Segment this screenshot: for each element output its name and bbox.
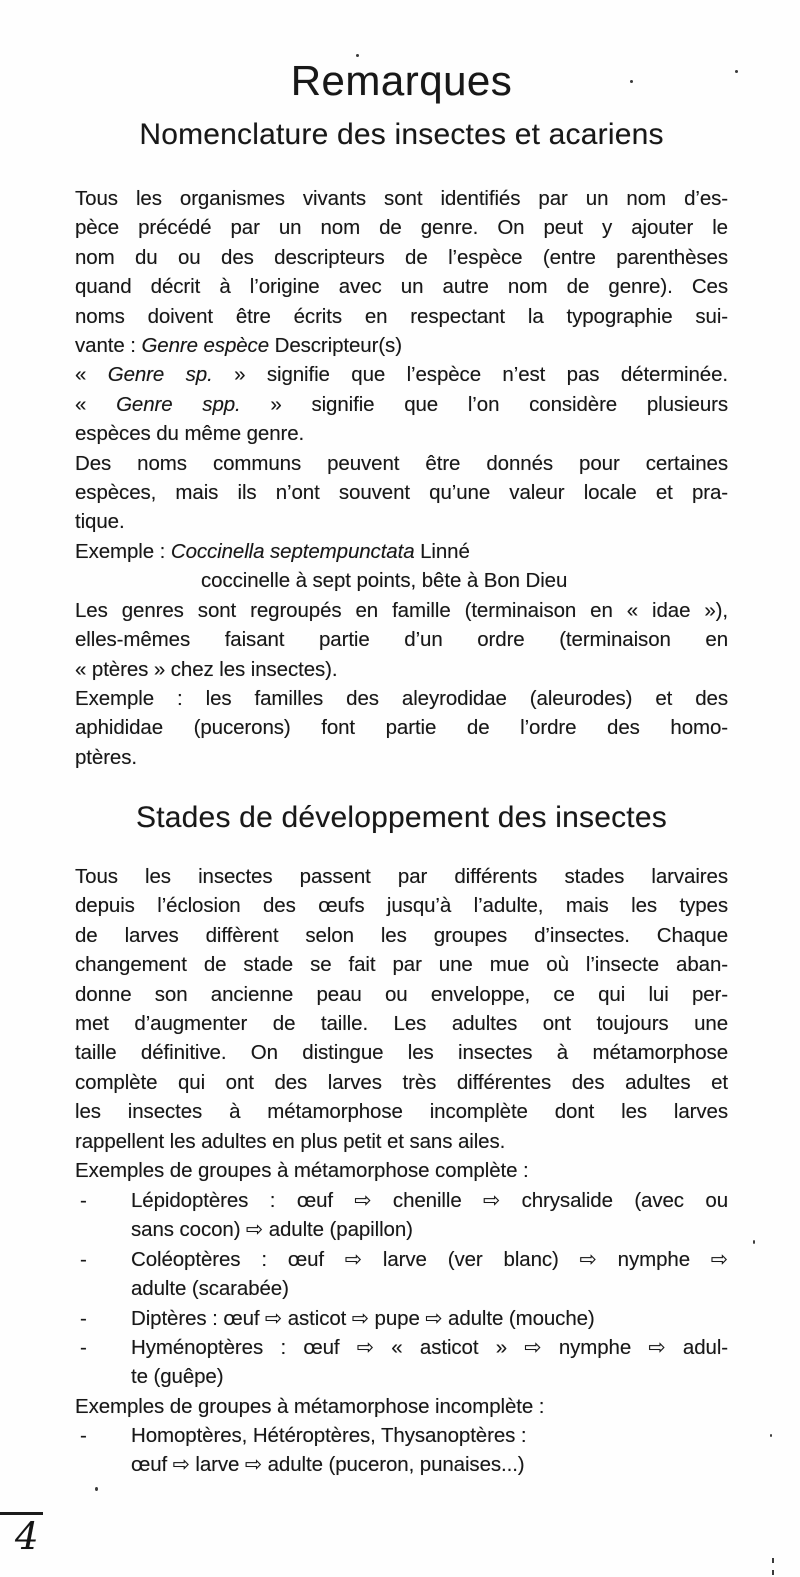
text-segment: Linné xyxy=(414,539,470,563)
list-item xyxy=(75,1421,728,1480)
text-line xyxy=(75,272,728,301)
text-line xyxy=(75,360,728,389)
list-item-text xyxy=(131,1186,728,1245)
text-line xyxy=(75,980,728,1009)
text-line xyxy=(75,655,728,684)
text-line xyxy=(75,1392,728,1421)
text-line xyxy=(75,1097,728,1126)
text-segment: Exemple : les familles des aleyrodidae (aleurodes) et des xyxy=(75,686,728,710)
text-segment: Exemples de groupes à métamorphose incomplète : xyxy=(75,1395,545,1418)
text-line xyxy=(131,1333,728,1362)
text-line xyxy=(131,1245,728,1274)
list-marker: - xyxy=(80,1336,87,1360)
list-item-text xyxy=(131,1421,728,1480)
text-segment: rappellent les adultes en plus petit et sans ailes. xyxy=(75,1129,506,1153)
scan-speck xyxy=(356,54,359,57)
text-line xyxy=(75,684,728,713)
text-line xyxy=(75,537,728,566)
text-segment: donne son ancienne peau ou enveloppe, ce qui lui per- xyxy=(75,982,728,1006)
text-segment: complète qui ont des larves très différentes des adultes et xyxy=(75,1070,728,1094)
text-line xyxy=(131,1215,728,1244)
text-line xyxy=(75,331,728,360)
text-segment: met d’augmenter de taille. Les adultes ont toujours une xyxy=(75,1012,728,1036)
paragraph-incomplete-header xyxy=(75,1392,728,1421)
text-segment: Exemple : xyxy=(75,539,171,563)
text-segment: quand décrit à l’origine avec un autre nom de genre). Ces xyxy=(75,275,728,299)
text-segment: espèces du même genre. xyxy=(75,422,305,446)
text-line xyxy=(75,1009,728,1038)
text-line xyxy=(131,1362,728,1391)
text-line xyxy=(75,213,728,242)
section-title-nomenclature: Nomenclature des insectes et acariens xyxy=(139,118,664,151)
italic-text: Genre spp. xyxy=(116,392,241,416)
list-item-text xyxy=(131,1333,728,1392)
list-marker: - xyxy=(80,1189,87,1212)
text-segment: vante : xyxy=(75,334,142,358)
scan-speck xyxy=(770,1434,772,1437)
text-segment: les insectes à métamorphose incomplète dont les larves xyxy=(75,1100,728,1124)
text-segment: sans cocon) ⇨ adulte (papillon) xyxy=(131,1218,413,1242)
scan-speck xyxy=(753,1240,755,1244)
text-line xyxy=(75,566,728,595)
text-line xyxy=(131,1274,728,1303)
text-segment: Exemples de groupes à métamorphose complète : xyxy=(75,1159,529,1183)
list-marker: - xyxy=(80,1306,87,1330)
text-segment: » signifie que l’on considère plusieurs xyxy=(240,392,728,416)
text-segment: » signifie que l’espèce n’est pas déterminée. xyxy=(212,363,728,387)
text-segment: noms doivent être écrits en respectant la typographie sui- xyxy=(75,304,728,328)
scan-speck xyxy=(630,80,633,83)
text-segment: « xyxy=(75,363,108,387)
text-line xyxy=(75,1068,728,1097)
text-segment: Coléoptères : œuf ⇨ larve (ver blanc) ⇨ nymphe ⇨ xyxy=(131,1247,728,1271)
text-segment: œuf ⇨ larve ⇨ adulte (puceron, punaises...) xyxy=(131,1453,525,1477)
text-segment: changement de stade se fait par une mue où l’insecte aban- xyxy=(75,953,728,977)
text-segment: coccinelle à sept points, bête à Bon Dieu xyxy=(201,569,568,593)
italic-text: Genre sp. xyxy=(107,363,213,387)
text-segment: Les genres sont regroupés en famille (terminaison en « idae »), xyxy=(75,598,728,622)
list-item xyxy=(75,1333,728,1392)
list-item-text xyxy=(131,1245,728,1304)
text-line xyxy=(131,1450,728,1479)
list-marker: - xyxy=(80,1424,87,1447)
text-segment: adulte (scarabée) xyxy=(131,1277,289,1301)
text-segment: espèces, mais ils n’ont souvent qu’une valeur locale et pra- xyxy=(75,481,728,505)
text-segment: depuis l’éclosion des œufs jusqu’à l’adulte, mais les types xyxy=(75,894,728,918)
text-segment: aphididae (pucerons) font partie de l’ordre des homo- xyxy=(75,716,728,740)
paragraph-stades xyxy=(75,862,728,1185)
text-segment: « ptères » chez les insectes). xyxy=(75,657,338,681)
italic-text: Genre espèce xyxy=(141,334,270,358)
page-title: Remarques xyxy=(290,57,513,104)
text-segment: Descripteur(s) xyxy=(269,334,402,358)
text-segment: taille définitive. On distingue les insectes à métamorphose xyxy=(75,1041,728,1065)
text-segment: nom du ou des descripteurs de l’espèce (entre parenthèses xyxy=(75,245,728,269)
text-segment: te (guêpe) xyxy=(131,1365,224,1389)
text-segment: « xyxy=(75,392,117,416)
text-line xyxy=(131,1421,728,1450)
text-line xyxy=(75,743,728,772)
text-segment: Lépidoptères : œuf ⇨ chenille ⇨ chrysalide (avec ou xyxy=(131,1189,728,1212)
text-line xyxy=(75,713,728,742)
text-line xyxy=(75,243,728,272)
scan-speck xyxy=(735,70,738,73)
text-line xyxy=(75,950,728,979)
text-line xyxy=(75,184,728,213)
list-marker: - xyxy=(80,1247,87,1271)
text-line xyxy=(75,507,728,536)
text-segment: Hyménoptères : œuf ⇨ « asticot » ⇨ nymphe ⇨ adul- xyxy=(131,1336,728,1360)
list-item xyxy=(75,1245,728,1304)
text-line xyxy=(75,390,728,419)
text-line xyxy=(75,921,728,950)
list-item-text xyxy=(131,1304,728,1333)
text-line xyxy=(75,1156,728,1185)
scan-speck xyxy=(95,1487,98,1491)
text-line xyxy=(75,302,728,331)
list-item xyxy=(75,1186,728,1245)
text-line xyxy=(75,1127,728,1156)
paragraph-nomenclature xyxy=(75,184,728,772)
text-segment: pèce précédé par un nom de genre. On peut y ajouter le xyxy=(75,216,728,240)
text-line xyxy=(75,1038,728,1067)
text-segment: Des noms communs peuvent être donnés pour certaines xyxy=(75,451,728,475)
text-segment: de larves diffèrent selon les groupes d’insectes. Chaque xyxy=(75,923,728,947)
text-line xyxy=(75,596,728,625)
scan-speck xyxy=(772,1570,774,1575)
italic-text: Coccinella septempunctata xyxy=(170,539,415,563)
text-line xyxy=(75,625,728,654)
text-segment: Homoptères, Hétéroptères, Thysanoptères : xyxy=(131,1424,527,1447)
text-segment: elles-mêmes faisant partie d’un ordre (terminaison en xyxy=(75,628,728,652)
text-segment: Tous les organismes vivants sont identifiés par un nom d’es- xyxy=(75,187,728,210)
text-line xyxy=(75,478,728,507)
text-line xyxy=(75,419,728,448)
text-line xyxy=(75,891,728,920)
text-line xyxy=(131,1304,728,1333)
text-segment: Tous les insectes passent par différents stades larvaires xyxy=(75,865,728,888)
text-line xyxy=(75,862,728,891)
text-line xyxy=(131,1186,728,1215)
list-metamorphose-incomplete xyxy=(75,1421,728,1480)
text-line xyxy=(75,449,728,478)
text-segment: Diptères : œuf ⇨ asticot ⇨ pupe ⇨ adulte (mouche) xyxy=(131,1306,595,1330)
page-number: 4 xyxy=(15,1515,39,1558)
section-title-stades: Stades de développement des insectes xyxy=(136,801,667,834)
scan-speck xyxy=(772,1558,774,1563)
list-metamorphose-complete xyxy=(75,1186,728,1392)
text-segment: tique. xyxy=(75,510,125,534)
list-item xyxy=(75,1304,728,1333)
text-segment: ptères. xyxy=(75,745,137,769)
